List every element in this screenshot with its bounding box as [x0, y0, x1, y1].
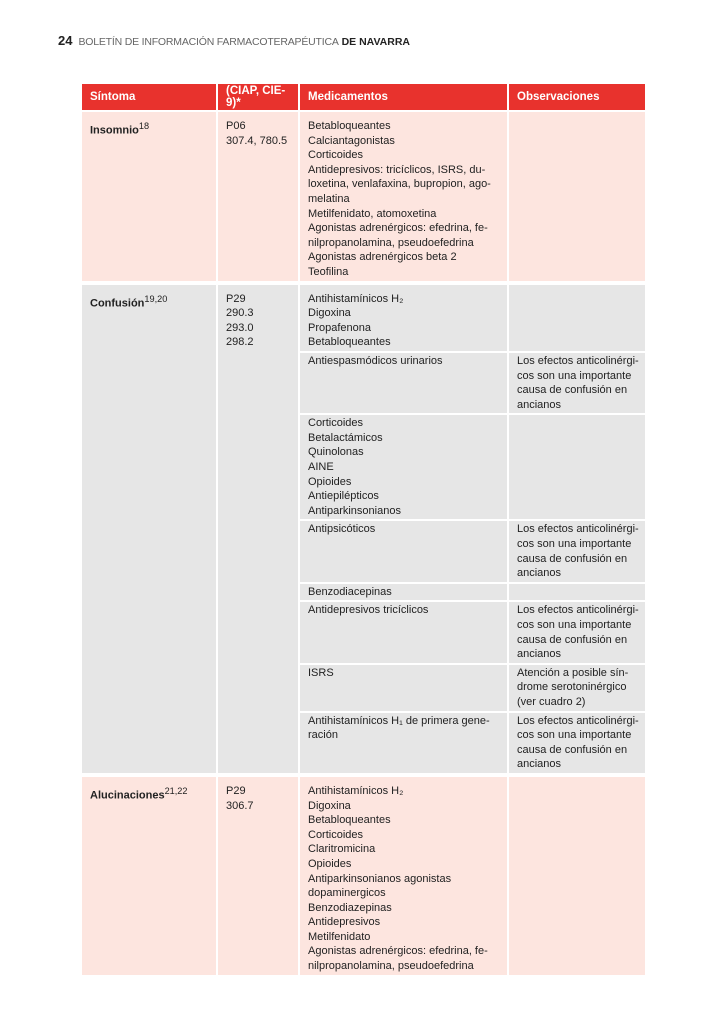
medication-line: melatina	[308, 192, 350, 205]
medication-line: Betabloqueantes	[308, 814, 391, 827]
table-row	[298, 519, 645, 581]
observation-line: Atención a posible sín-	[517, 666, 629, 679]
symptom-cell	[82, 285, 216, 773]
observation-line: ancianos	[517, 758, 562, 771]
observation-line: ancianos	[517, 398, 562, 411]
medication-line: Antiespasmódicos urinarios	[308, 354, 443, 367]
drug-symptom-table	[82, 84, 645, 975]
medication-line: Corticoides	[308, 417, 364, 430]
medication-line: Metilfenidato	[308, 930, 371, 943]
medication-line: Metilfenidato, atomoxetina	[308, 207, 437, 220]
observations-cell	[507, 112, 645, 281]
medication-line: ISRS	[308, 666, 334, 679]
medication-line: Betabloqueantes	[308, 336, 391, 349]
medications-cell	[298, 353, 507, 413]
observations-cell	[507, 415, 645, 519]
table-row	[298, 777, 645, 975]
code-line: 298.2	[226, 336, 254, 349]
medication-line: Antiparkinsonianos agonistas	[308, 872, 452, 885]
medication-line: ración	[308, 729, 338, 742]
medications-cell	[298, 777, 507, 975]
medication-line: Antidepresivos	[308, 916, 381, 929]
table-row-group	[82, 777, 645, 975]
table-row	[298, 285, 645, 351]
publication-title: BOLETÍN DE INFORMACIÓN FARMACOTERAPÉUTICA	[78, 36, 339, 48]
code-line: 307.4, 780.5	[226, 134, 288, 147]
medication-line: Corticoides	[308, 828, 364, 841]
table-row	[298, 582, 645, 601]
code-line: 290.3	[226, 307, 254, 320]
code-line: P06	[226, 120, 246, 132]
observations-cell	[507, 713, 645, 773]
medication-line: Antipsicóticos	[308, 523, 376, 536]
symptom-name: Alucinaciones	[90, 789, 165, 802]
observation-line: (ver cuadro 2)	[517, 695, 586, 708]
observations-cell	[507, 521, 645, 581]
reference-number: 19,20	[144, 293, 168, 304]
medication-line: Antihistamínicos H₂	[308, 784, 404, 797]
page-number: 24	[58, 33, 73, 48]
medication-line: Calciantagonistas	[308, 134, 395, 147]
medications-cell	[298, 112, 507, 281]
medication-line: Antidepresivos tricíclicos	[308, 604, 429, 617]
observation-line: cos son una importante	[517, 619, 632, 631]
observation-line: ancianos	[517, 648, 562, 661]
medication-line: dopaminergicos	[308, 887, 386, 900]
observations-cell	[507, 665, 645, 711]
observations-cell	[507, 777, 645, 975]
observation-line: causa de confusión en	[517, 743, 628, 756]
observation-line: causa de confusión en	[517, 384, 628, 397]
table-row-group	[82, 285, 645, 773]
table-row	[298, 663, 645, 711]
code-line: P29	[226, 292, 246, 305]
symptom-cell	[82, 112, 216, 281]
code-line: 306.7	[226, 799, 254, 812]
medication-line: Benzodiazepinas	[308, 901, 392, 914]
medication-line: Claritromicina	[308, 843, 376, 856]
medication-line: Agonistas adrenérgicos: efedrina, fe-	[308, 222, 488, 235]
observations-cell	[507, 584, 645, 601]
medications-observations-block	[298, 112, 645, 281]
medication-line: nilpropanolamina, pseudoefedrina	[308, 960, 474, 973]
medications-cell	[298, 584, 507, 601]
code-line: P29	[226, 784, 246, 797]
medication-line: Antihistamínicos H₂	[308, 292, 404, 305]
medication-line: Betabloqueantes	[308, 120, 391, 132]
table-row	[298, 413, 645, 519]
observation-line: Los efectos anticolinérgi-	[517, 523, 639, 536]
symptom-name: Insomnio	[90, 124, 139, 137]
observation-line: ancianos	[517, 567, 562, 580]
observation-line: cos son una importante	[517, 538, 632, 551]
column-header-medications: Medicamentos	[298, 84, 507, 110]
symptom-cell	[82, 777, 216, 975]
observation-line: drome serotoninérgico	[517, 681, 627, 694]
observation-line: causa de confusión en	[517, 552, 628, 565]
medication-line: Antiparkinsonianos	[308, 504, 401, 517]
observations-cell	[507, 602, 645, 662]
reference-number: 21,22	[164, 785, 188, 796]
table-row	[298, 112, 645, 281]
medication-line: Teofilina	[308, 265, 349, 278]
page-header	[58, 33, 410, 48]
column-header-observations: Observaciones	[507, 84, 645, 110]
medication-line: Benzodiacepinas	[308, 585, 392, 598]
medication-line: Opioides	[308, 475, 352, 488]
medications-cell	[298, 415, 507, 519]
medication-line: Opioides	[308, 857, 352, 870]
observation-line: cos son una importante	[517, 729, 632, 742]
medication-line: Agonistas adrenérgicos: efedrina, fe-	[308, 945, 488, 958]
observation-line: Los efectos anticolinérgi-	[517, 714, 639, 727]
medication-line: Agonistas adrenérgicos beta 2	[308, 251, 457, 264]
medication-line: Propafenona	[308, 321, 371, 334]
medication-line: Betalactámicos	[308, 431, 383, 444]
medications-cell	[298, 602, 507, 662]
column-header-symptom: Síntoma	[90, 91, 136, 103]
codes-cell	[216, 285, 298, 773]
table-row	[298, 600, 645, 662]
table-row	[298, 711, 645, 773]
observations-cell	[507, 285, 645, 351]
medication-line: Antidepresivos: tricíclicos, ISRS, du-	[308, 163, 486, 176]
medication-line: Quinolonas	[308, 446, 364, 459]
table-header	[82, 84, 645, 110]
observations-cell	[507, 353, 645, 413]
medication-line: Digoxina	[308, 307, 351, 320]
table-body	[82, 112, 645, 975]
medication-line: AINE	[308, 461, 334, 474]
observation-line: Los efectos anticolinérgi-	[517, 604, 639, 617]
table-row-group	[82, 112, 645, 281]
medications-cell	[298, 521, 507, 581]
codes-cell	[216, 777, 298, 975]
medication-line: Digoxina	[308, 799, 351, 812]
medications-cell	[298, 713, 507, 773]
codes-cell	[216, 112, 298, 281]
observation-line: Los efectos anticolinérgi-	[517, 354, 639, 367]
table-row	[298, 351, 645, 413]
medications-observations-block	[298, 777, 645, 975]
publication-title-bold: DE NAVARRA	[341, 36, 411, 48]
medication-line: nilpropanolamina, pseudoefedrina	[308, 236, 474, 249]
observation-line: causa de confusión en	[517, 633, 628, 646]
column-header-codes: (CIAP, CIE-9)*	[216, 84, 298, 110]
observation-line: cos son una importante	[517, 369, 632, 382]
medication-line: Antihistamínicos H₁ de primera gene-	[308, 714, 490, 727]
medications-cell	[298, 285, 507, 351]
medication-line: Antiepilépticos	[308, 490, 379, 503]
medication-line: Corticoides	[308, 149, 364, 162]
medications-cell	[298, 665, 507, 711]
code-line: 293.0	[226, 321, 254, 334]
symptom-name: Confusión	[90, 297, 145, 310]
medications-observations-block	[298, 285, 645, 773]
reference-number: 18	[138, 121, 150, 131]
medication-line: loxetina, venlafaxina, bupropion, ago-	[308, 178, 491, 191]
